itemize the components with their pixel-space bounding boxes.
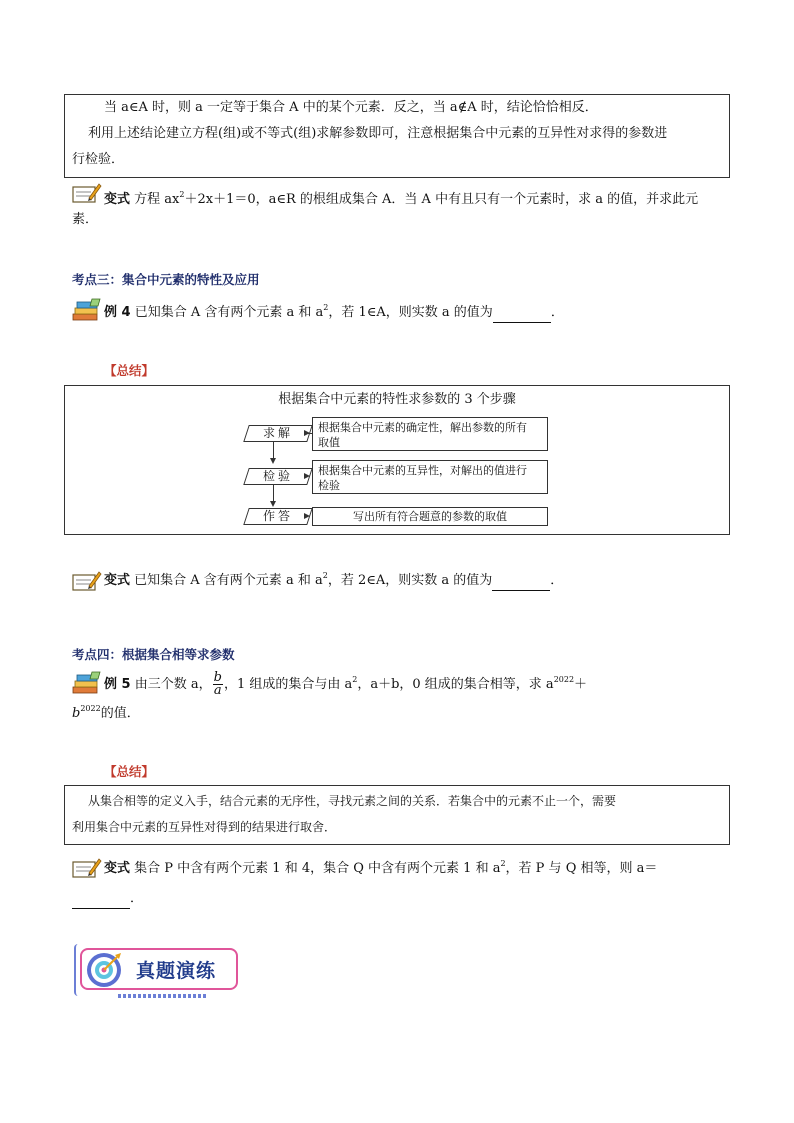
- method-note-line3: 行检验．: [72, 152, 125, 167]
- variant1-text-b: ＋2x＋1＝0，a∈R 的根组成集合 A．当 A 中有且只有一个元素时，求 a 的值，并求此元: [184, 192, 699, 207]
- variant2-label: 变式: [104, 573, 131, 588]
- variant2-text-b: ，若 2∈A，则实数 a 的值为: [327, 573, 493, 588]
- summary1-label: 【总结】: [104, 363, 155, 378]
- example5-text-b: ，1 组成的集合与由 a: [223, 677, 353, 692]
- variant3-end: ．: [130, 891, 144, 906]
- books-icon: [72, 298, 102, 322]
- answer-blank[interactable]: [72, 894, 130, 909]
- example5-text-c: ，a＋b，0 组成的集合相等，求 a: [357, 677, 554, 692]
- summary2-line2: 利用集合中元素的互异性对得到的结果进行取舍．: [72, 820, 337, 834]
- summary2-label: 【总结】: [104, 764, 155, 779]
- variant3-label: 变式: [104, 861, 131, 876]
- example4-text-a: 已知集合 A 含有两个元素 a 和 a: [134, 305, 324, 320]
- step-check: 检验: [243, 468, 313, 485]
- banner-title: 真题演练: [136, 960, 217, 982]
- answer-blank[interactable]: [492, 576, 550, 591]
- method-note-line1: 当 a∈A 时，则 a 一定等于集合 A 中的某个元素．反之，当 a∉A 时，结论恰恰相反．: [104, 100, 598, 115]
- target-icon: [84, 950, 124, 990]
- books-icon: [72, 671, 102, 695]
- step-solve-desc: 根据集合中元素的确定性，解出参数的所有 取值: [312, 417, 548, 451]
- step-check-desc: 根据集合中元素的互异性，对解出的值进行 检验: [312, 460, 548, 494]
- pencil-note-icon: [72, 182, 102, 204]
- example4-end: ．: [550, 305, 564, 320]
- variant2-end: ．: [550, 573, 564, 588]
- pencil-note-icon: [72, 570, 102, 592]
- step-solve: 求解: [243, 425, 313, 442]
- pencil-note-icon: [72, 857, 102, 879]
- example5-label: 例 5: [104, 677, 131, 692]
- variant2-text-a: 已知集合 A 含有两个元素 a 和 a: [134, 573, 323, 588]
- arrow-down-icon: [270, 458, 276, 464]
- variant3-text-b: ，若 P 与 Q 相等，则 a＝: [505, 861, 658, 876]
- step-answer-desc: 写出所有符合题意的参数的取值: [312, 507, 548, 526]
- variant1-label: 变式: [104, 192, 131, 207]
- example5-text-a: 由三个数 a，: [134, 677, 212, 692]
- variant3-text-a: 集合 P 中含有两个元素 1 和 4，集合 Q 中含有两个元素 1 和 a: [134, 861, 501, 876]
- section4-title: 考点四：根据集合相等求参数: [72, 647, 235, 662]
- arrow-down-icon: [270, 501, 276, 507]
- variant1-text-a: 方程 ax: [134, 192, 180, 207]
- summary2-line1: 从集合相等的定义入手，结合元素的无序性，寻找元素之间的关系．若集合中的元素不止一个，需要: [88, 794, 617, 808]
- section3-title: 考点三：集合中元素的特性及应用: [72, 272, 260, 287]
- fraction-b-over-a: $\frac{b}{a}$: [213, 670, 222, 698]
- answer-blank[interactable]: [493, 308, 551, 323]
- example4-text-b: ，若 1∈A，则实数 a 的值为: [328, 305, 493, 320]
- flowchart-title: 根据集合中元素的特性求参数的 3 个步骤: [278, 392, 516, 407]
- method-note-line2: 利用上述结论建立方程(组)或不等式(组)求解参数即可，注意根据集合中元素的互异性对求得的参数进: [88, 126, 668, 141]
- variant1-line2: 素．: [72, 212, 99, 227]
- example4-label: 例 4: [104, 305, 131, 320]
- practice-banner: [74, 944, 244, 996]
- step-answer: 作答: [243, 508, 313, 525]
